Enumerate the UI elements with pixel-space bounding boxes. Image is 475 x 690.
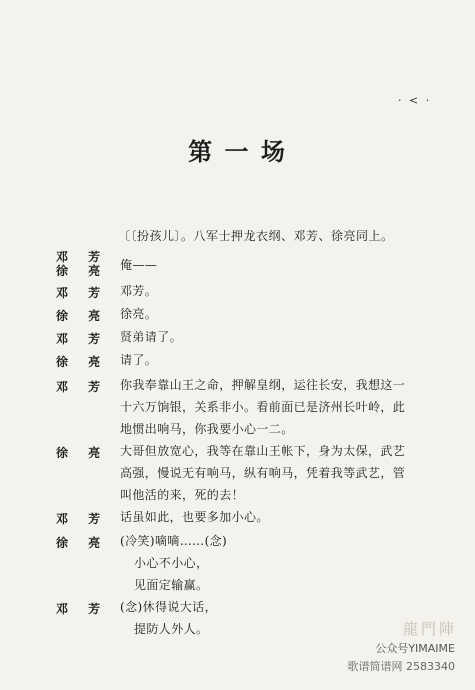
dialogue-text-line: (念)休得说大话， (120, 600, 217, 614)
speaker-name: 邓 芳 (56, 602, 109, 616)
speaker-name: 邓 芳 (56, 380, 109, 394)
verse-line: 见面定输赢。 (134, 578, 209, 592)
speaker-name: 徐 亮 (56, 536, 109, 550)
dialogue-text (120, 280, 446, 302)
verse-line: 小心不小心， (134, 556, 209, 570)
dialogue-text (120, 303, 446, 325)
speaker-name: 徐 亮 (56, 309, 109, 323)
dialogue-text-line: 请了。 (120, 353, 158, 367)
dialogue-text-line: 话虽如此，也要多加小心。 (120, 510, 269, 524)
dialogue-text-line: 徐亮。 (120, 307, 158, 321)
dialogue-text (120, 254, 446, 276)
speaker-name: 邓 芳 (56, 250, 109, 264)
watermark-line-2: 歌谱简谱网 2583340 (347, 660, 455, 673)
dialogue-text-line: 高强，慢说无有响马，纵有响马，凭着我等武艺，管 (120, 466, 406, 480)
dialogue-text-line: 叫他活的来，死的去！ (120, 488, 245, 502)
dialogue-text-line: 你我奉靠山王之命，押解皇纲，运往长安，我想这一 (120, 378, 406, 392)
watermark-logo: 龍門陣 (402, 620, 457, 638)
dialogue-text (120, 440, 446, 506)
speaker-name: 徐 亮 (56, 264, 109, 278)
corner-mark: · < · (398, 94, 432, 107)
scene-title: 第 一 场 (188, 137, 287, 166)
dialogue-text-line: 十六万饷银，关系非小。看前面已是济州长叶岭，此 (120, 400, 406, 414)
watermark (301, 618, 461, 682)
dialogue-text (120, 349, 446, 371)
dialogue-text-line: 贤弟请了。 (120, 330, 183, 344)
dialogue-text-line: 俺—— (120, 258, 158, 272)
dialogue-text-line: 大哥但放宽心，我等在靠山王帐下，身为太保，武艺 (120, 444, 406, 458)
dialogue-text-line: 地惯出响马，你我要小心一二。 (120, 422, 294, 436)
watermark-line-1: 公众号YIMAIME (375, 642, 455, 655)
dialogue-text-line: 邓芳。 (120, 284, 158, 298)
speaker-name: 邓 芳 (56, 512, 109, 526)
dialogue-text-line: (冷笑)嘀嘀……(念) (120, 534, 228, 548)
dialogue-text (120, 506, 446, 528)
speaker-name: 邓 芳 (56, 286, 109, 300)
speaker-name: 邓 芳 (56, 332, 109, 346)
dialogue-text (120, 326, 446, 348)
dialogue-text (120, 530, 446, 596)
speaker-name: 徐 亮 (56, 446, 109, 460)
speaker-name: 徐 亮 (56, 355, 109, 369)
dialogue-text (120, 374, 446, 440)
stage-direction: 〔〔扮孩儿〕。八军士押龙衣纲、邓芳、徐亮同上。 (118, 229, 394, 243)
verse-line: 提防人外人。 (134, 622, 209, 636)
